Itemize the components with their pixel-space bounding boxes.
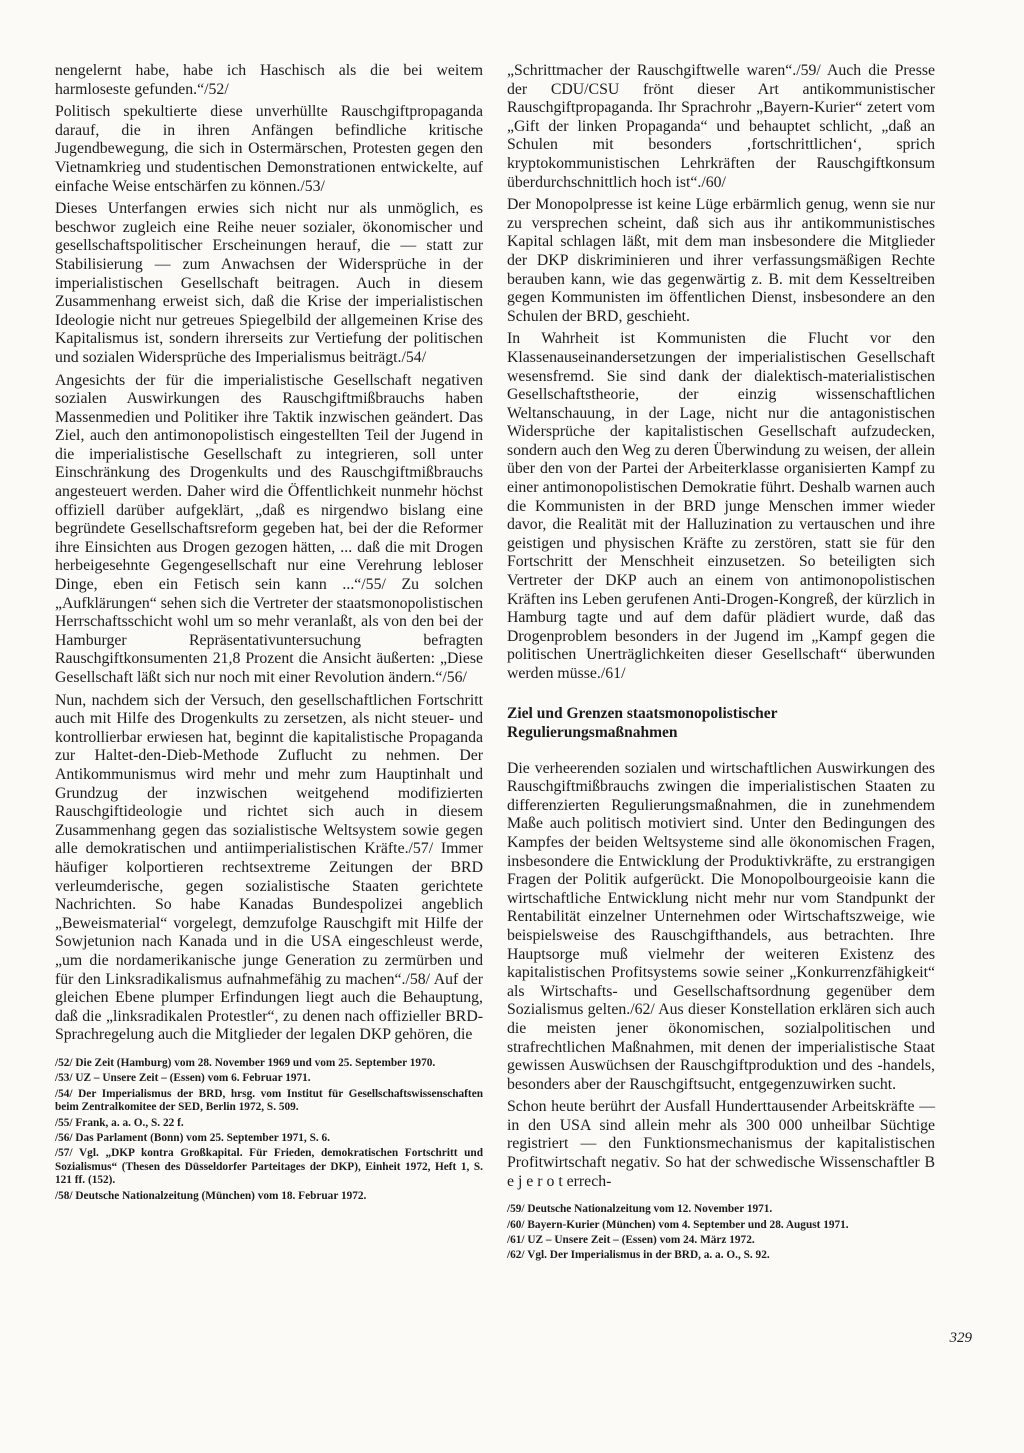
footnote: /54/ Der Imperialismus der BRD, hrsg. vom Institut für Gesellschaftswissenschaften beim Zentralkomitee der SED, Berlin 1972, S. 509. <box>55 1087 483 1114</box>
body-paragraph: nengelernt habe, habe ich Haschisch als die bei weitem harmloseste gefunden.“/52/ <box>55 62 483 98</box>
right-column <box>507 62 935 1265</box>
body-paragraph: Die verheerenden sozialen und wirtschaftlichen Auswirkungen des Rauschgiftmißbrauchs zwingen die imperialistischen Staaten zu differenzierten Regulierungsmaßnahmen, die in zunehmendem Maße auch politisch motiviert sind. Unter den Bedingungen des Kampfes der beiden Weltsysteme sind alle ökonomischen Fragen, insbesondere die Entwicklung der Produktivkräfte, zu erstrangigen Fragen der Politik aufgerückt. Die Monopolbourgeoisie kann die wirtschaftliche Entwicklung nicht mehr nur vom Standpunkt der Rentabilität einzelner Unternehmen oder Wirtschaftszweige, wie beispielsweise des Rauschgifthandels, aus betrachten. Ihre Hauptsorge muß vielmehr der weiteren Existenz des kapitalistischen Profitsystems sowie seiner „Konkurrenzfähigkeit“ als Wirtschafts- und Gesellschaftsordnung gegenüber dem Sozialismus gelten./62/ Aus dieser Konstellation erklären sich auch die meisten jener ökonomischen, sozialpolitischen und strafrechtlichen Maßnahmen, mit denen der imperialistische Staat gewissen Auswüchsen der Rauschgiftproduktion und des -handels, besonders aber der Rauschgiftsucht, entgegenzuwirken sucht. <box>507 759 935 1093</box>
body-paragraph: Der Monopolpresse ist keine Lüge erbärmlich genug, wenn sie nur zu versprechen scheint, daß sich aus ihr antikommunistisches Kapital schlagen läßt, mit dem man insbesondere die Mitglieder der DKP diskriminieren und ihrer verfassungsmäßigen Rechte berauben kann, wie das gegenwärtig z. B. mit dem Kesseltreiben gegen Kommunisten im öffentlichen Dienst, insbesondere an den Schulen der BRD, geschieht. <box>507 196 935 325</box>
footnote: /55/ Frank, a. a. O., S. 22 f. <box>55 1116 184 1129</box>
footnote: /53/ UZ – Unsere Zeit – (Essen) vom 6. Februar 1971. <box>55 1072 311 1085</box>
footnote: /61/ UZ – Unsere Zeit – (Essen) vom 24. März 1972. <box>507 1234 755 1247</box>
footnotes-left <box>55 1057 483 1203</box>
body-paragraph: Dieses Unterfangen erwies sich nicht nur als unmöglich, es beschwor zugleich eine Reihe neuer sozialer, ökonomischer und gesellschaftspolitischer Erscheinungen herauf, die — statt zur Stabilisierung — zum Anwachsen der Widersprüche in der imperialistischen Gesellschaft beitragen. Auch in diesem Zusammenhang erweist sich, daß die Krise der imperialistischen Ideologie nicht nur getreues Spiegelbild der allgemeinen Krise des Kapitalismus ist, sondern ihrerseits zur Vertiefung der politischen und sozialen Widersprüche des Imperialismus beiträgt./54/ <box>55 200 483 366</box>
body-paragraph: „Schrittmacher der Rauschgiftwelle waren“./59/ Auch die Presse der CDU/CSU frönt dieser Art antikommunistischer Rauschgiftpropaganda. Ihr Sprachrohr „Bayern-Kurier“ zetert vom „Gift der linken Propaganda“ und behauptet schlicht, „daß an Schulen mit besonders ‚fortschrittlichen‘, sprich kryptokommunistischen Lehrkräften der Rauschgiftkonsum überdurchschnittlich hoch ist“./60/ <box>507 62 935 191</box>
footnote: /57/ Vgl. „DKP kontra Großkapital. Für Frieden, demokratischen Fortschritt und Sozialismus“ (Thesen des Düsseldorfer Parteitages der DKP), Einheit 1972, Heft 1, S. 121 ff. (152). <box>55 1147 483 1187</box>
body-paragraph: In Wahrheit ist Kommunisten die Flucht vor den Klassenauseinandersetzungen der imperialistischen Gesellschaft wesensfremd. Sie sind dank der dialektisch-materialistischen Gesellschaftstheorie, der einzig wissenschaftlichen Weltanschauung, in der Lage, nicht nur die antagonistischen Widersprüche der kapitalistischen Gesellschaft aufzudecken, sondern auch den Weg zu deren Überwindung zu weisen, der allein über den von der Partei der Arbeiterklasse organisierten Kampf zu einer antimonopolistischen Demokratie führt. Deshalb warnen auch die Kommunisten in der BRD junge Menschen immer wieder davor, die Realität mit der Halluzination zu vertauschen und ihre geistigen und physischen Kräfte zu zerstören, statt sie für den Fortschritt der Menschheit einzusetzen. So beteiligten sich Vertreter der DKP auch an einem von antimonopolistischen Kräften ins Leben gerufenen Anti-Drogen-Kongreß, der kürzlich in Hamburg tagte und auf dem dafür plädiert wurde, daß das Drogenproblem besonders in der Jugend im „Kampf gegen die politischen Unerträglichkeiten dieser Gesellschaft“ überwunden werden müsse./61/ <box>507 330 935 682</box>
footnote: /60/ Bayern-Kurier (München) vom 4. September und 28. August 1971. <box>507 1218 849 1231</box>
body-paragraph: Schon heute berührt der Ausfall Hunderttausender Arbeitskräfte — in den USA sind allein mehr als 300 000 unheilbar Süchtige registriert — den Funktionsmechanismus der kapitalistischen Profitwirtschaft negativ. So hat der schwedische Wissenschaftler B e j e r o t errech- <box>507 1098 935 1190</box>
section-heading: Ziel und Grenzen staatsmonopolistischer Regulierungsmaßnahmen <box>507 704 778 741</box>
body-paragraph: Politisch spekultierte diese unverhüllte Rauschgiftpropaganda darauf, die in ihren Anfängen befindliche kritische Jugendbewegung, die sich in Ostermärschen, Protesten gegen den Vietnamkrieg und studentischen Demonstrationen entwickelte, auf einfache Weise entschärfen zu können./53/ <box>55 103 483 195</box>
left-column <box>55 62 483 1205</box>
footnote: /56/ Das Parlament (Bonn) vom 25. September 1971, S. 6. <box>55 1131 330 1144</box>
footnote: /58/ Deutsche Nationalzeitung (München) vom 18. Februar 1972. <box>55 1189 367 1202</box>
body-paragraph: Nun, nachdem sich der Versuch, den gesellschaftlichen Fortschritt auch mit Hilfe des Drogenkults zu zersetzen, als nicht steuer- und kontrollierbar erwiesen hat, beginnt die kapitalistische Propaganda zur Haltet-den-Dieb-Methode Zuflucht zu nehmen. Der Antikommunismus wird mehr und mehr zum Hauptinhalt und Grundzug der inzwischen weitgehend modifizierten Rauschgiftideologie und richtet sich auch in diesem Zusammenhang gegen das sozialistische Weltsystem sowie gegen alle demokratischen und antiimperialistischen Kräfte./57/ Immer häufiger kolportieren rechtsextreme Zeitungen der BRD verleumderische, gegen sozialistische Staaten gerichtete Nachrichten. So habe Kanadas Bundespolizei angeblich „Beweismaterial“ vorgelegt, demzufolge Rauschgift mit Hilfe der Sowjetunion nach Kanada und in die USA eingeschleust werde, „um die nordamerikanische junge Generation zu zermürben und für den Linksradikalismus aufnahmefähig zu machen“./58/ Auf der gleichen Ebene plumper Erfindungen liegt auch die Behauptung, daß die „linksradikalen Protestler“, zu denen nach offizieller BRD-Sprachregelung auch die Mitglieder der legalen DKP gehören, die <box>55 691 483 1044</box>
footnote: /59/ Deutsche Nationalzeitung vom 12. November 1971. <box>507 1203 773 1216</box>
footnotes-right <box>507 1203 935 1263</box>
footnote: /52/ Die Zeit (Hamburg) vom 28. November 1969 und vom 25. September 1970. <box>55 1056 436 1069</box>
footnote: /62/ Vgl. Der Imperialismus in der BRD, a. a. O., S. 92. <box>507 1249 770 1262</box>
page-number: 329 <box>949 1330 972 1346</box>
body-paragraph: Angesichts der für die imperialistische Gesellschaft negativen sozialen Auswirkungen des Rauschgiftmißbrauchs haben Massenmedien und Politiker ihre Taktik inzwischen geändert. Das Ziel, auch den antimonopolistisch eingestellten Teil der Jugend in die imperialistische Gesellschaft zu integrieren, soll unter Einschränkung des Drogenkults und des Rauschgiftmißbrauchs angesteuert werden. Daher wird die Öffentlichkeit nunmehr höchst offiziell darüber aufgeklärt, „daß es nirgendwo bislang eine begründete Gesellschaftsreform gegeben hat, bei der die Reformer ihre Einsichten aus Drogen gezogen hätten, ... daß die mit Drogen herbeigesehnte Gegengesellschaft nur eine Verehrung lebloser Dinge, eben ein Fetisch sein kann ...“/55/ Zu solchen „Aufklärungen“ sehen sich die Vertreter der staatsmonopolistischen Herrschaftsschicht wohl um so mehr veranlaßt, als von den bei der Hamburger Repräsentativuntersuchung befragten Rauschgiftkonsumenten 21,8 Prozent die Ansicht äußerten: „Diese Gesellschaft läßt sich nur noch mit einer Revolution ändern.“/56/ <box>55 371 483 686</box>
